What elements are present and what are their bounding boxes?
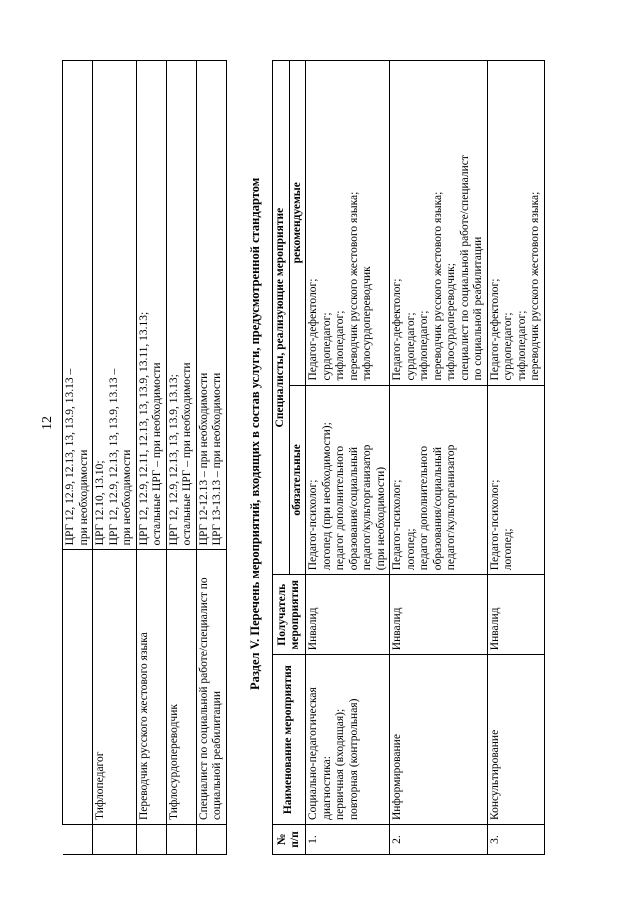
table-row — [390, 61, 488, 855]
recommended-line: тифлопедагог; — [334, 310, 346, 381]
recommended-line: переводчик русского жестового языка; — [431, 191, 444, 381]
mandatory-line: логопед; — [502, 528, 514, 571]
specialist-cell: Специалист по социальной работе/специалист по социальной реабилитации — [196, 550, 226, 825]
recipient: Инвалид — [390, 575, 488, 655]
centers-line: при необходимости — [121, 449, 133, 546]
specialist-cell — [63, 550, 93, 825]
centers-line: остальные ЦРГ – при необходимости — [181, 362, 193, 546]
activity-name — [306, 655, 390, 825]
mandatory-line: педагог дополнительного — [334, 445, 346, 571]
blank-cell — [136, 825, 166, 855]
mandatory-line: педагог/культорганизатор — [445, 444, 457, 571]
blank-cell — [166, 825, 196, 855]
activity-name-line: повторная (контрольная) — [347, 698, 360, 821]
blank-cell — [63, 825, 93, 855]
centers-cell — [93, 61, 137, 550]
centers-cell — [136, 61, 166, 550]
centers-line: ЦРГ 13-13.13 – при необходимости — [211, 372, 223, 546]
mandatory-line: Педагог-психолог; — [307, 479, 319, 571]
recommended-line: тифлосурдопереводчик — [361, 266, 373, 381]
specialist-cell: Тифлосурдопереводчик — [166, 550, 196, 825]
table-row — [306, 61, 390, 855]
centers-line: ЦРГ 12, 12.9, 12.13, 13, 13.9, 13.13 – — [107, 368, 120, 546]
centers-line: ЦРГ 12.10, 13.10; — [94, 460, 106, 546]
recommended-specialists — [487, 61, 544, 386]
recommended-line: Педагог-дефектолог; — [391, 278, 403, 381]
mandatory-specialists — [487, 385, 544, 575]
recommended-line: сурдопедагог; — [404, 312, 417, 381]
activity-name — [390, 655, 488, 825]
recommended-line: сурдопедагог; — [320, 312, 333, 381]
table-row — [136, 61, 166, 855]
blank-cell — [93, 825, 137, 855]
mandatory-line: педагог/культорганизатор — [361, 444, 373, 571]
activity-name-line: Информирование — [391, 734, 403, 821]
centers-line: ЦРГ 12, 12.9, 12.13, 13, 13.9, 13.13; — [167, 374, 180, 546]
recommended-line: тифлосурдопереводчик; — [445, 263, 457, 381]
recommended-line: переводчик русского жестового языка; — [347, 191, 360, 381]
mandatory-line: логопед; — [404, 528, 417, 571]
centers-cell — [196, 61, 226, 550]
recommended-specialists — [306, 61, 390, 386]
row-number: 1. — [306, 825, 390, 855]
mandatory-line: педагог дополнительного — [418, 445, 430, 571]
header-name: Наименование мероприятия — [273, 655, 306, 825]
table-row — [63, 61, 93, 855]
centers-line: ЦРГ 12, 12.9, 12.13, 13, 13.9, 13.13 – — [64, 368, 76, 546]
specialist-cell: Тифлопедагог — [93, 550, 137, 825]
recipient: Инвалид — [487, 575, 544, 655]
row-number: 3. — [487, 825, 544, 855]
blank-cell — [196, 825, 226, 855]
mandatory-line: Педагог-психолог; — [488, 479, 501, 571]
activity-name — [487, 655, 544, 825]
section-title: Раздел V. Перечень мероприятий, входящих в состав услуги, предусмотренной стандартом — [248, 177, 262, 690]
recommended-line: специалист по социальной работе/специалист — [458, 155, 471, 381]
table-row — [196, 61, 226, 855]
mandatory-line: (при необходимости) — [374, 466, 387, 571]
recommended-line: тифлопедагог; — [515, 310, 528, 381]
activity-name-line: первичная (входящая); — [334, 708, 346, 821]
activity-name-line: Консультирование — [488, 729, 501, 821]
specialist-cell: Переводчик русского жестового языка — [136, 550, 166, 825]
centers-line: при необходимости — [77, 449, 90, 546]
centers-line: ЦРГ 12, 12.9, 12.11, 12.13, 13, 13.9, 13.11, 13.13; — [137, 311, 150, 546]
page-number: 12 — [40, 416, 55, 430]
header-mandatory: обязательные — [289, 385, 306, 575]
recommended-line: переводчик русского жестового языка; — [529, 191, 541, 381]
row-number: 2. — [390, 825, 488, 855]
header-recommended: рекомендуемые — [289, 61, 306, 386]
mandatory-specialists — [306, 385, 390, 575]
centers-line: остальные ЦРГ – при необходимости — [151, 362, 163, 546]
recipient: Инвалид — [306, 575, 390, 655]
specialist-centers-table — [62, 60, 227, 855]
header-num: № п/п — [273, 825, 306, 855]
activity-name-line: Социально-педагогическая диагностика: — [307, 687, 333, 821]
mandatory-line: образования/социальный — [347, 447, 360, 571]
activities-table — [272, 60, 545, 855]
recommended-specialists — [390, 61, 488, 386]
centers-cell — [166, 61, 196, 550]
recommended-line: тифлопедагог; — [418, 310, 430, 381]
recommended-line: Педагог-дефектолог; — [488, 278, 501, 381]
recommended-line: по социальной реабилитации — [472, 236, 484, 381]
mandatory-line: Педагог-психолог; — [391, 479, 403, 571]
centers-cell — [63, 61, 93, 550]
recommended-line: сурдопедагог; — [502, 312, 514, 381]
mandatory-specialists — [390, 385, 488, 575]
recommended-line: Педагог-дефектолог; — [307, 278, 319, 381]
mandatory-line: образования/социальный — [431, 447, 444, 571]
header-recipient: Получатель мероприятия — [273, 575, 306, 655]
table-row — [166, 61, 196, 855]
table-row — [487, 61, 544, 855]
mandatory-line: логопед (при необходимости); — [320, 422, 333, 571]
centers-line: ЦРГ 12-12.13 – при необходимости — [197, 372, 210, 546]
table-row — [93, 61, 137, 855]
header-specialists: Специалисты, реализующие мероприятие — [273, 61, 290, 575]
